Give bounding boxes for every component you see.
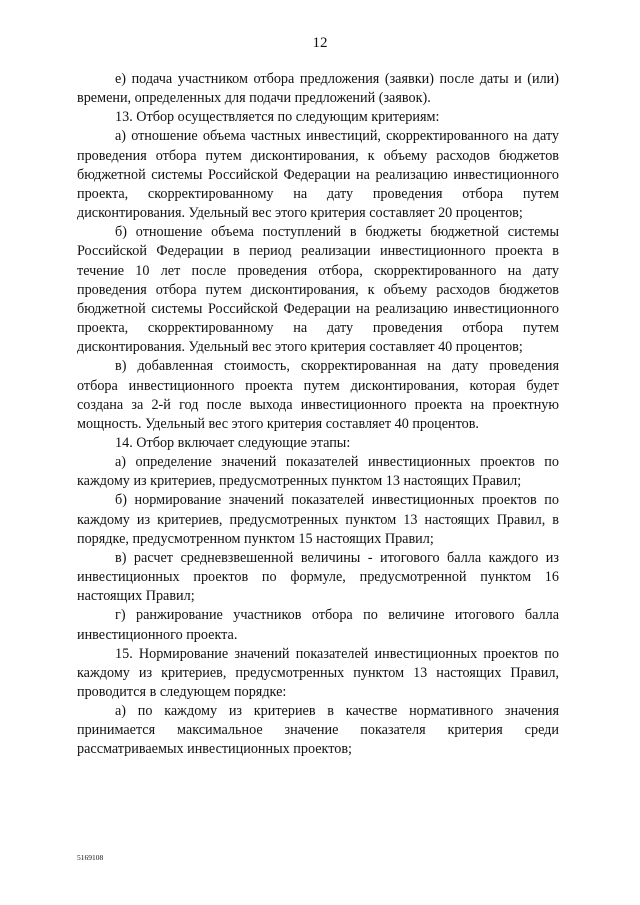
paragraph-13-criteria-intro: 13. Отбор осуществляется по следующим критериям: [115,109,440,126]
paragraph-14d-ranking: г) ранжирование участников отбора по величине итогового балла инвестиционного проекта. [77,607,559,643]
paragraph-13c-added-value: в) добавленная стоимость, скорректированная на дату проведения отбора инвестиционного проекта путем дисконтирования, которая будет создана за 2-й год после выхода инвестиционного проекта на проектную мощность. Удельный вес этого критерия составляет 40 процентов. [77,358,559,432]
paragraph-14-stages-intro: 14. Отбор включает следующие этапы: [115,434,351,451]
paragraph-14b-normalization: б) нормирование значений показателей инвестиционных проектов по каждому из критериев, предусмотренных пунктом 13 настоящих Правил, в порядке, предусмотренном пунктом 15 настоящих Правил; [77,492,559,547]
paragraph-13b-budget-revenue: б) отношение объема поступлений в бюджеты бюджетной системы Российской Федерации в период реализации инвестиционного проекта в течение 10 лет после проведения отбора, скорректированного на дату проведения отбора путем дисконтирования, к объему расходов бюджетов бюджетной системы Российской Федерации на реализацию инвестиционного проекта, скорректированному на дату проведения отбора путем дисконтирования. Удельный вес этого критерия составляет 40 процентов; [77,224,559,356]
paragraph-14a-determination: а) определение значений показателей инвестиционных проектов по каждому из критериев, предусмотренных пунктом 13 настоящих Правил; [77,454,559,490]
paragraph-e-submission-late: е) подача участником отбора предложения (заявки) после даты и (или) времени, определенных для подачи предложений (заявок). [77,71,559,107]
page-number: 12 [312,35,328,51]
document-code: 5169108 [77,853,104,862]
paragraph-13a-private-investment: а) отношение объема частных инвестиций, скорректированного на дату проведения отбора путем дисконтирования, к объему расходов бюджетов бюджетной системы Российской Федерации на реализацию инвестиционного проекта, скорректированному на дату проведения отбора путем дисконтирования. Удельный вес этого критерия составляет 20 процентов; [77,128,559,222]
document-body [77,70,559,760]
paragraph-14c-weighted-average: в) расчет средневзвешенной величины - итогового балла каждого из инвестиционных проектов по формуле, предусмотренной пунктом 16 настоящих Правил; [77,549,559,605]
paragraph-15-normalization-order: 15. Нормирование значений показателей инвестиционных проектов по каждому из критериев, предусмотренных пунктом 13 настоящих Правил, проводится в следующем порядке: [77,645,559,700]
paragraph-15a-max-value: а) по каждому из критериев в качестве нормативного значения принимается максимальное значение показателя критерия среди рассматриваемых инвестиционных проектов; [77,703,559,758]
